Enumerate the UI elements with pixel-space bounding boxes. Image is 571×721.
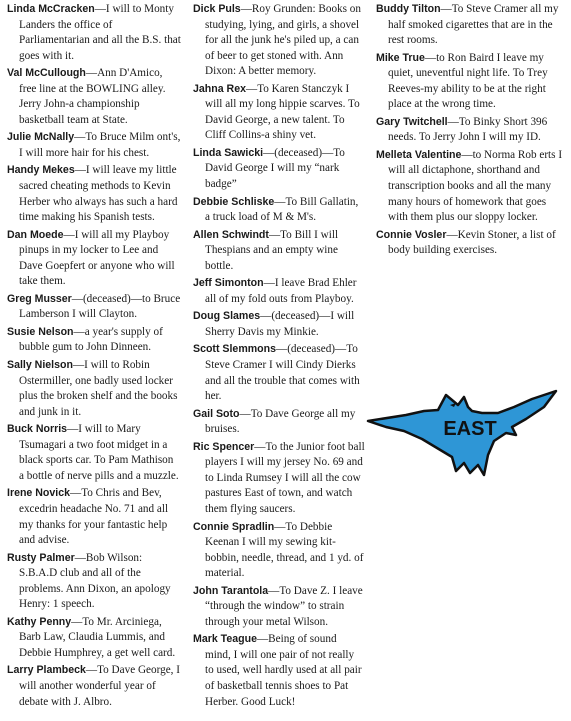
senior-name: Buck Norris: [7, 423, 68, 436]
senior-name: Rusty Palmer: [7, 551, 75, 564]
will-entry: [7, 551, 181, 613]
senior-name: Kathy Penny: [7, 615, 72, 628]
senior-name: Melleta Valentine: [376, 148, 462, 161]
em-dash: —: [424, 51, 437, 64]
will-text: (deceased)—I will Sherry Davis my Minkie.: [205, 310, 355, 338]
will-text: I will leave my little sacred cheating methods to Kevin Herber who always has such a hard time making his Spanish tests.: [19, 164, 178, 224]
will-entry: [193, 584, 365, 631]
will-text: To Chris and Bev, excedrin headache No. 71 and all my thanks for your fantastic help and advise.: [19, 487, 169, 547]
senior-name: Val McCullough: [7, 67, 86, 80]
em-dash: —: [274, 520, 286, 533]
will-entry: [376, 2, 566, 49]
will-entry: [193, 228, 365, 275]
will-text: I leave Brad Ehler all of my fold outs from Playboy.: [205, 277, 357, 305]
will-entry: [7, 163, 181, 225]
em-dash: —: [260, 310, 272, 323]
will-text: To Karen Stanczyk I will all my long hippie scarves. To David George, a new talent. To Cliff Collins-a shiny vet.: [205, 82, 360, 142]
senior-name: Gary Twitchell: [376, 115, 448, 128]
senior-name: Julie McNally: [7, 131, 75, 144]
em-dash: —: [70, 487, 82, 500]
senior-name: Greg Musser: [7, 292, 72, 305]
em-dash: —: [447, 115, 459, 128]
will-entry: [7, 663, 181, 710]
will-text: a year's supply of bubble gum to John Dinneen.: [19, 325, 163, 354]
senior-name: Linda McCracken: [7, 3, 95, 15]
em-dash: —: [446, 228, 458, 241]
will-entry: [193, 407, 365, 438]
will-text: (deceased)—To David George I will my “nark badge”: [205, 146, 345, 191]
em-dash: —: [73, 325, 85, 338]
logo-text: EAST: [443, 418, 497, 440]
will-text: To Bruce Milm ont's, I will more hair for his chest.: [19, 131, 181, 159]
will-entry: [193, 82, 365, 144]
em-dash: —: [71, 292, 83, 305]
em-dash: —: [254, 440, 266, 453]
will-entry: [7, 292, 181, 323]
em-dash: —: [94, 3, 106, 15]
em-dash: —: [67, 423, 79, 436]
senior-name: Allen Schwindt: [193, 228, 269, 241]
will-text: To Dave George, I will another wonderful year of debate with J. Albro.: [19, 664, 180, 708]
will-entry: [7, 228, 181, 290]
will-text: To Debbie Keenan I will my sewing kit-bobbin, needle, thread, and 1 yd. of material.: [205, 520, 364, 580]
will-text: To Dave Z. I leave “through the window” to strain through your metal Wilson.: [205, 584, 363, 628]
senior-name: Irene Novick: [7, 487, 71, 500]
senior-name: John Tarantola: [193, 584, 269, 597]
em-dash: —: [440, 3, 452, 15]
em-dash: —: [268, 584, 280, 597]
em-dash: —: [74, 164, 86, 177]
will-entry: [376, 228, 566, 259]
em-dash: —: [240, 3, 252, 15]
em-dash: —: [74, 131, 86, 144]
column-1: [7, 2, 181, 712]
will-text: To Dave George all my bruises.: [205, 407, 356, 436]
senior-name: Scott Slemmons: [193, 343, 277, 356]
will-entry: [193, 195, 365, 226]
will-text: To Steve Cramer all my half smoked cigarettes that are in the rest rooms.: [388, 3, 559, 47]
em-dash: —: [268, 228, 281, 241]
will-text: I will to Mary Tsumagari a two foot midget in a black sports car. To Pam Mathison a bottle of nerve pills and a muzzle.: [19, 423, 179, 482]
senior-name: Gail Soto: [193, 407, 240, 420]
em-dash: —: [263, 146, 275, 159]
will-text: To Mr. Arciniega, Barb Law, Claudia Lummis, and Debbie Humphrey, a get well card.: [19, 615, 176, 659]
will-entry: [7, 2, 181, 64]
will-text: To Bill I will Thespians and an empty wine bottle.: [205, 228, 339, 272]
will-text: To Bill Gallatin, a truck load of M & M's.: [205, 195, 359, 224]
will-entry: [193, 440, 365, 518]
senior-name: Jeff Simonton: [193, 277, 264, 290]
em-dash: —: [263, 277, 275, 290]
will-text: (deceased)—to Bruce Lamberson I will Clayton.: [19, 292, 181, 321]
will-text: Kevin Stoner, a list of body building exercises.: [388, 228, 556, 257]
senior-name: Connie Vosler: [376, 228, 447, 241]
em-dash: —: [246, 82, 258, 95]
senior-name: Mark Teague: [193, 633, 257, 646]
em-dash: —: [274, 195, 286, 208]
will-text: Ann D'Amico, free line at the BOWLING alley. Jerry John-a championship basketball team at State.: [19, 67, 166, 126]
em-dash: —: [276, 343, 288, 356]
will-entry: [7, 358, 181, 420]
senior-name: Larry Plambeck: [7, 664, 86, 677]
will-text: I will all my Playboy pinups in my locker to Lee and Dave Goepfert or anyone who will take them.: [19, 228, 175, 288]
senior-name: Dan Moede: [7, 228, 64, 241]
will-entry: [7, 130, 181, 161]
em-dash: —: [461, 148, 473, 161]
column-2: [193, 2, 365, 712]
senior-name: Connie Spradlin: [193, 520, 275, 533]
will-text: Roy Grunden: Books on studying, lying, and girls, a shovel for all the junk he's piled up, a can of beer to get stoned with. Ann Dixon: A better memory.: [205, 3, 361, 78]
em-dash: —: [256, 633, 269, 646]
will-text: To the Junior foot ball players I will my jersey No. 69 and to Linda Rumsey I will all the cow pastures East of town, and watch them flying saucers.: [205, 440, 365, 515]
will-text: I will to Robin Ostermiller, one badly used locker plus the broken shelf and the books and junk in it.: [19, 359, 178, 418]
will-entry: [376, 115, 566, 146]
em-dash: —: [85, 664, 98, 677]
will-entry: [376, 148, 566, 226]
east-eagle-logo: [366, 383, 558, 481]
senior-name: Debbie Schliske: [193, 195, 275, 208]
senior-name: Susie Nelson: [7, 325, 74, 338]
will-text: Being of sound mind, I will one pair of not really to used, well hardly used at all pair of basketball tennis shoes to Pat Herber. Good Luck!: [205, 633, 362, 708]
will-entry: [7, 615, 181, 662]
will-text: I will to Monty Landers the office of Parliamentarian and all the B.S. that goes with it.: [19, 3, 181, 62]
senior-name: Doug Slames: [193, 310, 261, 323]
senior-name: Ric Spencer: [193, 440, 255, 453]
will-entry: [7, 325, 181, 356]
will-entry: [376, 51, 566, 113]
senior-name: Sally Nielson: [7, 359, 73, 372]
senior-name: Mike True: [376, 51, 425, 64]
em-dash: —: [85, 67, 98, 80]
will-text: to Ron Baird I leave my quiet, uneventful night life. To Trey Reeves-my ability to be at the right place at the wrong time.: [388, 51, 548, 111]
will-text: Bob Wilson: S.B.A.D club and all of the problems. Ann Dixon, an apology Henry: 1 speech.: [19, 551, 171, 611]
will-text: (deceased)—To Steve Cramer I will Cindy Dierks and all the trouble that comes with her.: [205, 343, 360, 403]
senior-name: Jahna Rex: [193, 82, 246, 95]
column-3: [376, 2, 566, 261]
senior-name: Buddy Tilton: [376, 3, 441, 15]
em-dash: —: [74, 551, 86, 564]
em-dash: —: [72, 359, 85, 372]
will-entry: [7, 486, 181, 548]
em-dash: —: [63, 228, 75, 241]
will-entry: [193, 2, 365, 80]
will-entry: [193, 632, 365, 710]
will-entry: [7, 66, 181, 128]
em-dash: —: [71, 615, 83, 628]
will-text: To Binky Short 396 needs. To Jerry John I will my ID.: [388, 115, 548, 144]
will-text: to Norma Rob erts I will all dictaphone, shorthand and transcription books and all the many many hours of homework that goes with them plus our sloppy locker.: [388, 148, 563, 224]
will-entry: [193, 309, 365, 340]
will-entry: [7, 422, 181, 484]
senior-name: Handy Mekes: [7, 164, 75, 177]
will-entry: [193, 146, 365, 193]
will-entry: [193, 276, 365, 307]
em-dash: —: [239, 407, 251, 420]
will-entry: [193, 520, 365, 582]
senior-name: Linda Sawicki: [193, 146, 264, 159]
will-entry: [193, 342, 365, 404]
senior-name: Dick Puls: [193, 3, 241, 15]
